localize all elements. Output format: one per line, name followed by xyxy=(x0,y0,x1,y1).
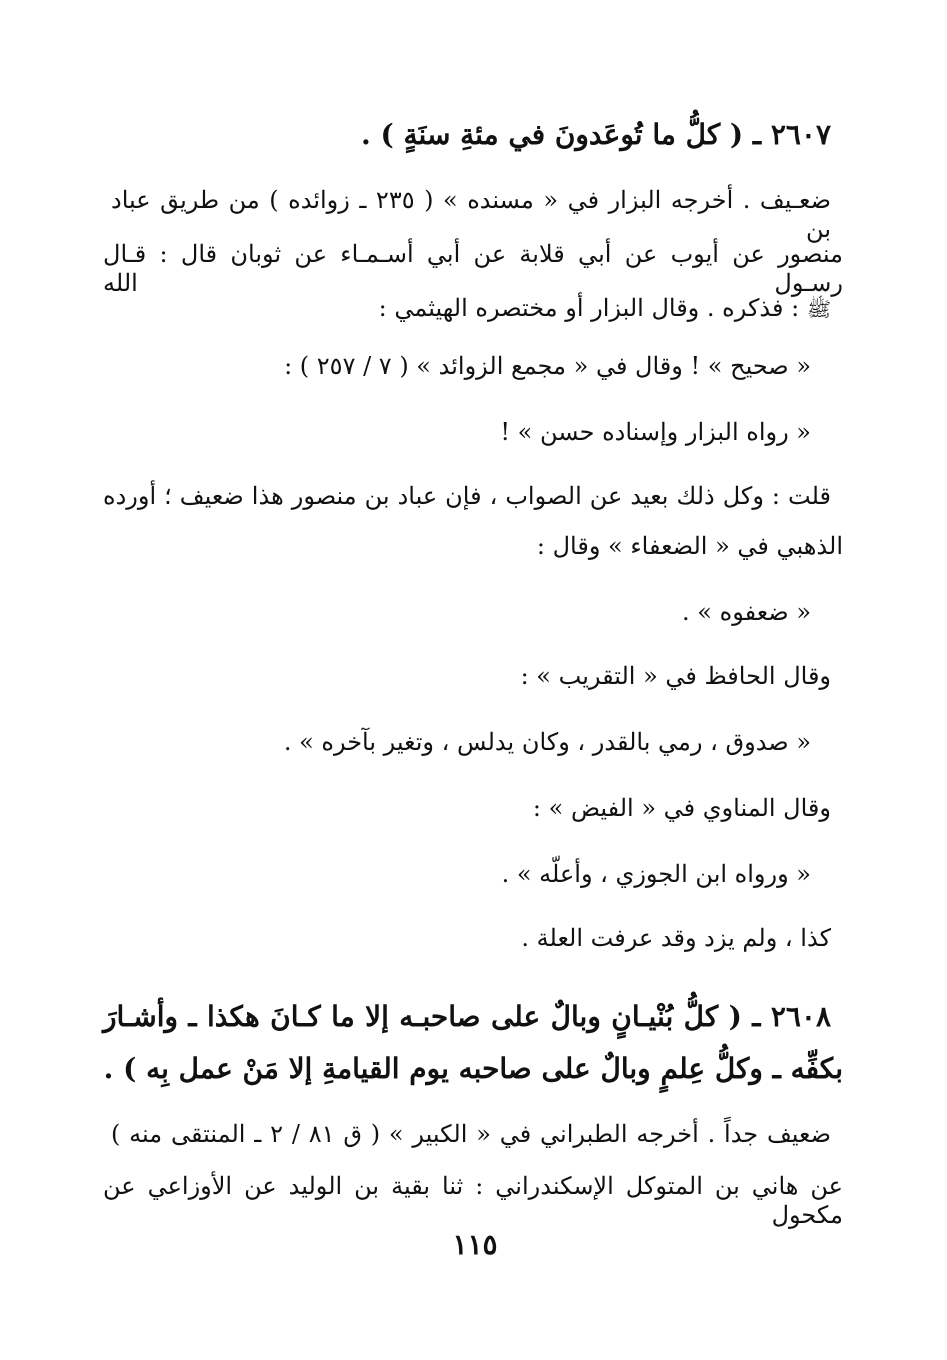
comment-line-1: قلت : وكل ذلك بعيد عن الصواب ، فإن عباد بن منصور هذا ضعيف ؛ أورده xyxy=(103,482,831,510)
quote-ibn-al-jawzi: « ورواه ابن الجوزي ، وأعلّه » . xyxy=(501,860,811,888)
munawi-faid-intro: وقال المناوي في « الفيض » : xyxy=(532,794,831,822)
quote-sahih: « صحيح » ! وقال في « مجمع الزوائد » ( ٧ / ٢٥٧ ) : xyxy=(284,352,811,380)
hadith-2608-heading-line-1: ٢٦٠٨ ـ ( كلُّ بُنْيـانٍ وبالٌ على صاحبـه إلا ما كـانَ هكذا ـ وأشـارَ xyxy=(103,1000,831,1033)
hadith-2608-grading-line-2: عن هاني بن المتوكل الإسكندراني : ثنا بقية بن الوليد عن الأوزاعي عن مكحول xyxy=(103,1172,843,1229)
quote-rawahu-al-bazzar: « رواه البزار وإسناده حسن » ! xyxy=(500,418,811,446)
hadith-2607-grading-line-3-text: : فذكره . وقال البزار أو مختصره الهيثمي : xyxy=(378,294,800,322)
sallallahu-alayhi-wasallam-symbol: ﷺ xyxy=(806,297,831,321)
quote-taqrib: « صدوق ، رمي بالقدر ، وكان يدلس ، وتغير بآخره » . xyxy=(283,728,811,756)
quote-daafuhu: « ضعفوه » . xyxy=(682,598,811,626)
hadith-2607-grading-line-1: ضعـيف . أخرجه البزار في « مسنده » ( ٢٣٥ ـ زوائده ) من طريق عباد بن xyxy=(111,186,832,243)
comment-line-2: الذهبي في « الضعفاء » وقال : xyxy=(536,532,843,560)
hadith-2607-grading-line-3 xyxy=(379,294,831,323)
hadith-2608-grading-line-1: ضعيف جداً . أخرجه الطبراني في « الكبير » ( ق ٨١ / ٢ ـ المنتقى منه ) xyxy=(111,1120,831,1148)
hadith-2607-grading-line-2: منصور عن أيوب عن أبي قلابة عن أبي أسـمـاء عن ثوبان قال : قـال رسـول الله xyxy=(103,240,843,297)
hadith-2608-heading-line-2: بكفِّه ـ وكلُّ عِلمٍ وبالٌ على صاحبه يوم القيامةِ إلا مَنْ عمل بِه ) . xyxy=(103,1052,843,1085)
page-number: ١١٥ xyxy=(452,1228,498,1261)
closing-remark: كذا ، ولم يزد وقد عرفت العلة . xyxy=(521,924,831,952)
hafiz-taqrib-intro: وقال الحافظ في « التقريب » : xyxy=(520,662,831,690)
hadith-2607-heading: ٢٦٠٧ ـ ( كلُّ ما تُوعَدونَ في مئةِ سنَةٍ ) . xyxy=(361,118,831,151)
